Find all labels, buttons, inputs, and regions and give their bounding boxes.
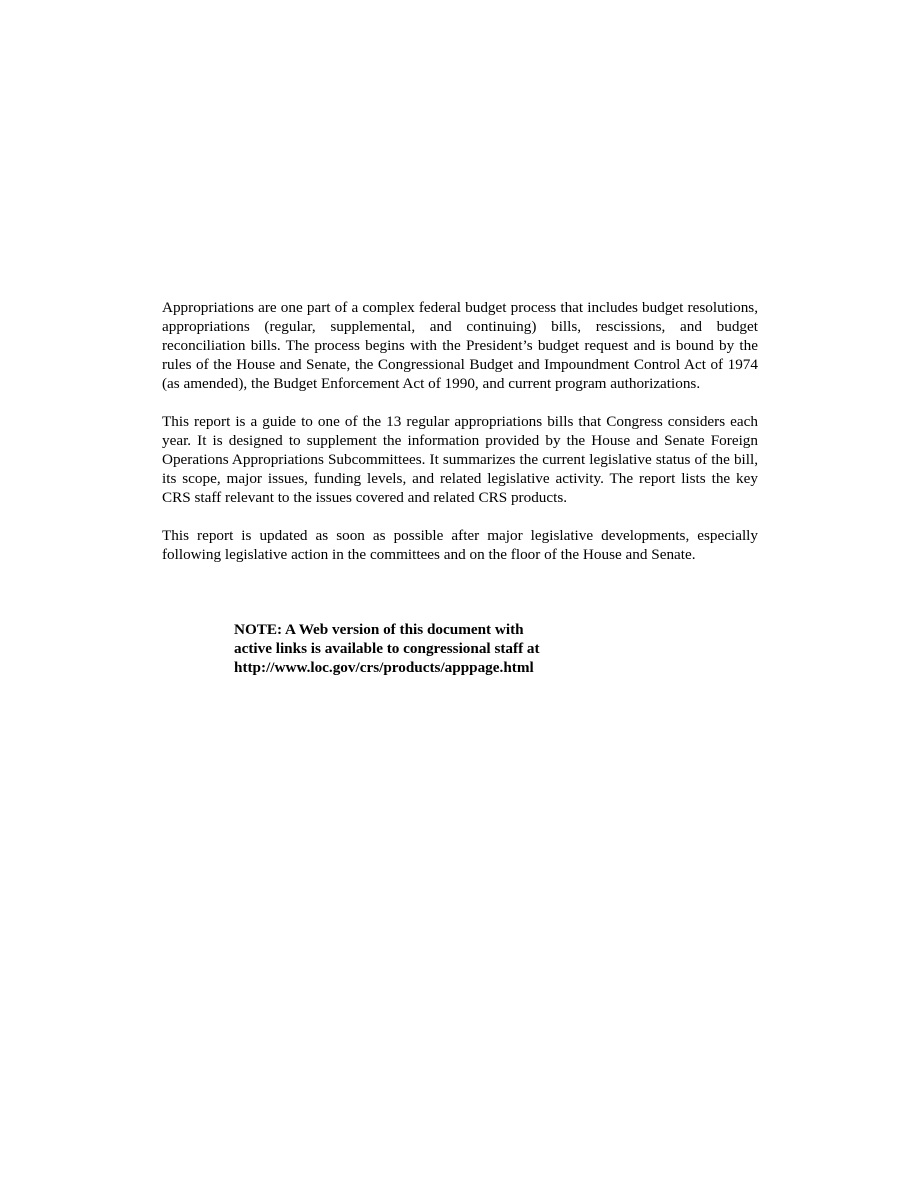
note-line: active links is available to congressional staff at	[234, 640, 540, 657]
note-line: NOTE: A Web version of this document with	[234, 621, 524, 638]
web-version-note	[234, 620, 574, 677]
paragraph-report-guide: This report is a guide to one of the 13 regular appropriations bills that Congress considers each year. It is designed to supplement the information provided by the House and Senate Foreign Operations Appropriations Subcommittees. It summarizes the current legislative status of the bill, its scope, major issues, funding levels, and related legislative activity. The report lists the key CRS staff relevant to the issues covered and related CRS products.	[162, 413, 758, 506]
body-text	[162, 298, 758, 583]
paragraph-update-policy: This report is updated as soon as possible after major legislative developments, especially following legislative action in the committees and on the floor of the House and Senate.	[162, 527, 758, 563]
paragraph-appropriations-overview: Appropriations are one part of a complex federal budget process that includes budget resolutions, appropriations (regular, supplemental, and continuing) bills, rescissions, and budget reconciliation bills. The process begins with the President’s budget request and is bound by the rules of the House and Senate, the Congressional Budget and Impoundment Control Act of 1974 (as amended), the Budget Enforcement Act of 1990, and current program authorizations.	[162, 299, 758, 392]
note-url: http://www.loc.gov/crs/products/apppage.html	[234, 659, 534, 676]
